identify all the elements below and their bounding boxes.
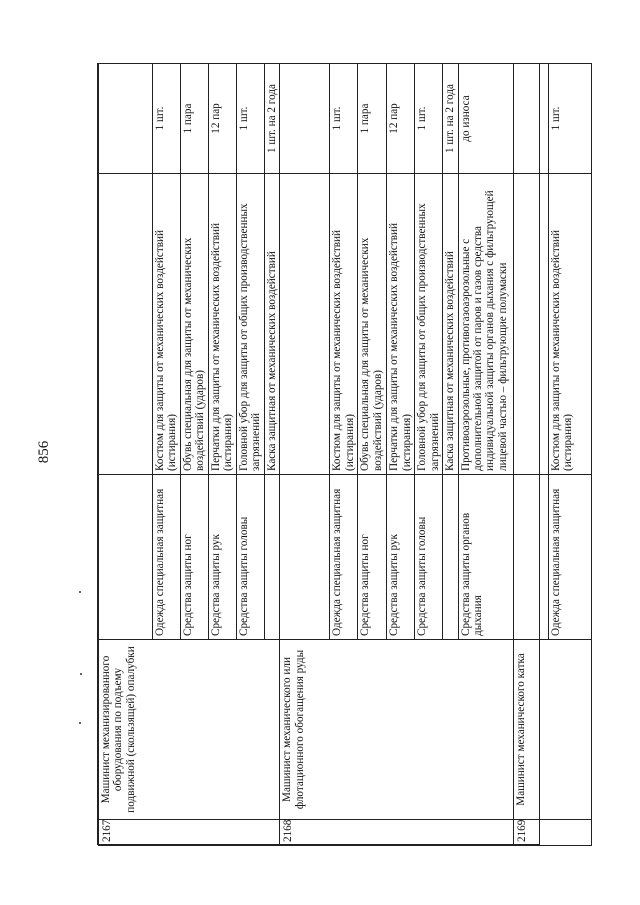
item-name: Костюм для защиты от механических воздействий (истирания) (548, 174, 591, 475)
profession-name: Машинист механизированного оборудования по подъему подвижной (скользящей) опалубки (99, 640, 280, 820)
scan-dot (79, 591, 81, 593)
item-norm: до износа (458, 64, 513, 174)
table-row (99, 64, 153, 846)
item-category: Средства защиты головы (415, 475, 443, 640)
entry-number: 2169 (513, 820, 591, 846)
item-name: Головной убор для защиты от общих производственных загрязнений (236, 174, 264, 475)
item-category: Одежда специальная защитная (153, 475, 181, 640)
item-norm (513, 64, 548, 174)
item-name (513, 174, 548, 475)
item-name: Перчатки для защиты от механических воздействий (истирания) (387, 174, 415, 475)
item-name (280, 174, 330, 475)
item-category: Средства защиты рук (208, 475, 236, 640)
item-name: Головной убор для защиты от общих производственных загрязнений (415, 174, 443, 475)
item-category (513, 475, 548, 640)
item-category: Одежда специальная защитная (330, 475, 358, 640)
item-name: Обувь специальная для защиты от механических воздействий (ударов) (181, 174, 209, 475)
item-category: Одежда специальная защитная (548, 475, 591, 640)
item-category: Средства защиты рук (387, 475, 415, 640)
item-category: Средства защиты органов дыхания (458, 475, 513, 640)
profession-name: Машинист механического или флотационного обогащения руды (280, 640, 513, 820)
item-norm (280, 64, 330, 174)
item-norm: 1 шт. (330, 64, 358, 174)
item-norm: 1 шт. на 2 года (443, 64, 458, 174)
scan-dot (79, 722, 81, 724)
item-norm: 1 шт. (236, 64, 264, 174)
item-name: Костюм для защиты от механических воздействий (истирания) (330, 174, 358, 475)
scan-dot (80, 673, 82, 675)
table-row (513, 64, 548, 846)
table-row (280, 64, 330, 846)
entry-number: 2167 (99, 820, 280, 846)
item-name: Каска защитная от механических воздействий (264, 174, 279, 475)
item-category (264, 475, 279, 640)
profession-name: Машинист механического катка (513, 640, 591, 820)
norms-table (98, 63, 592, 846)
protective-equipment-table (97, 63, 575, 845)
item-category: Средства защиты ног (358, 475, 387, 640)
entry-number: 2168 (280, 820, 513, 846)
item-norm: 1 шт. (153, 64, 181, 174)
page-number: 856 (36, 440, 52, 464)
item-name: Каска защитная от механических воздействий (443, 174, 458, 475)
item-norm (99, 64, 153, 174)
item-name: Перчатки для защиты от механических воздействий (истирания) (208, 174, 236, 475)
item-norm: 1 шт. (415, 64, 443, 174)
item-category (99, 475, 153, 640)
item-category: Средства защиты ног (181, 475, 209, 640)
item-name (99, 174, 153, 475)
item-norm: 12 пар (208, 64, 236, 174)
item-name: Обувь специальная для защиты от механических воздействий (ударов) (358, 174, 387, 475)
item-norm: 1 шт. на 2 года (264, 64, 279, 174)
item-norm: 1 шт. (548, 64, 591, 174)
item-norm: 12 пар (387, 64, 415, 174)
item-category: Средства защиты головы (236, 475, 264, 640)
item-norm: 1 пара (358, 64, 387, 174)
item-category (443, 475, 458, 640)
item-category (280, 475, 330, 640)
item-norm: 1 пара (181, 64, 209, 174)
item-name: Противоаэрозольные, противогазоаэрозольные с дополнительной защитой от паров и газов средства индивидуальной защиты органов дыхания с фильтрующей лицевой частью – фильтрующие полумаски (458, 174, 513, 475)
item-name: Костюм для защиты от механических воздействий (истирания) (153, 174, 181, 475)
